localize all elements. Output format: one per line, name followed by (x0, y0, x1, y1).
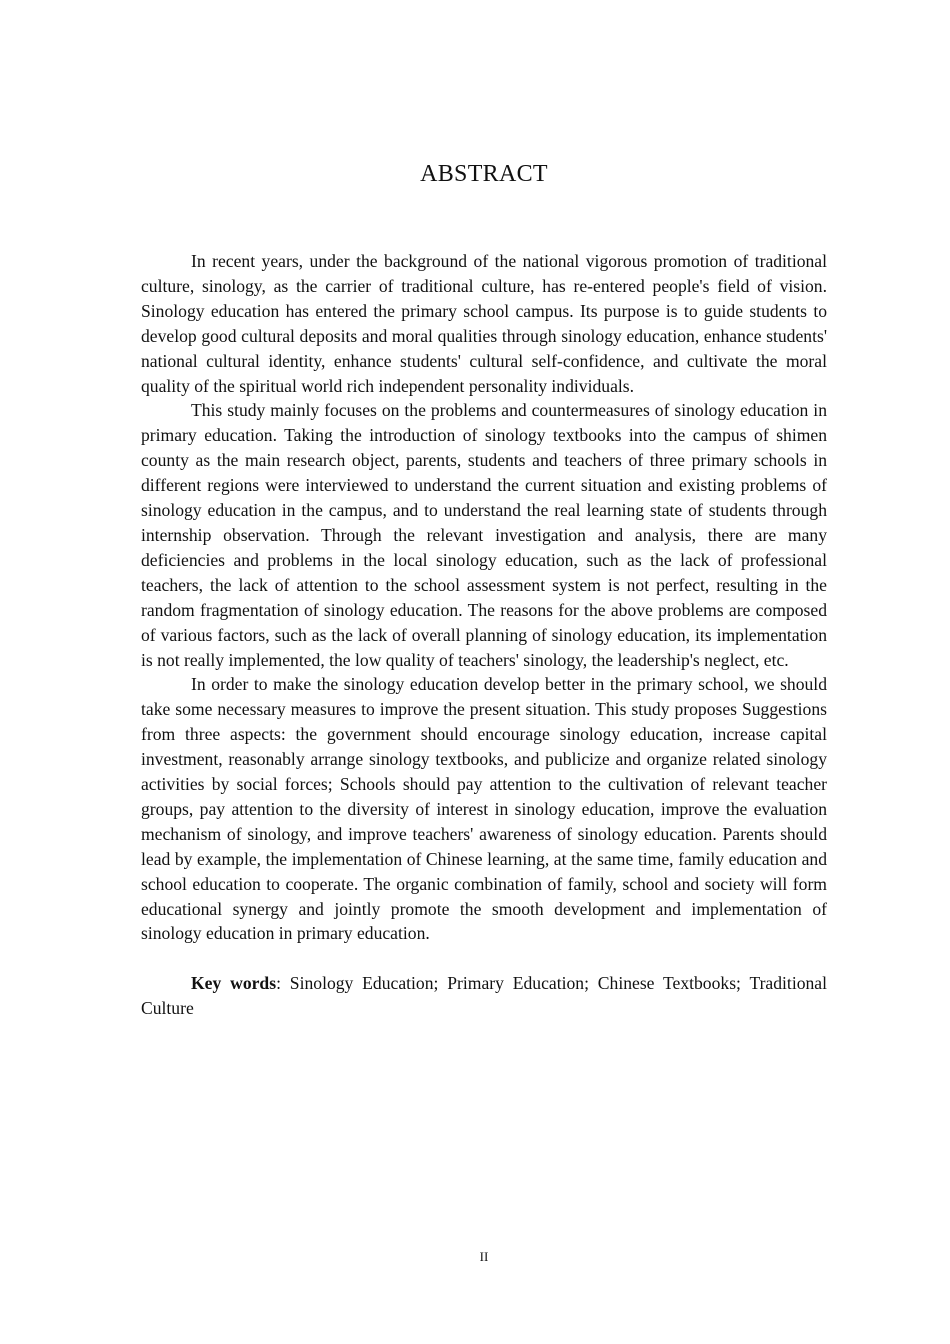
page-number: II (479, 1249, 489, 1264)
abstract-paragraph-3: In order to make the sinology education develop better in the primary school, we should take some necessary measures to improve the present situation. This study proposes Suggestions from three aspects: the government should encourage sinology education, increase capital investment, reasonably arrange sinology textbooks, and publicize and organize related sinology activities by social forces; Schools should pay attention to the cultivation of relevant teacher groups, pay attention to the diversity of interest in sinology education, improve the evaluation mechanism of sinology, and improve teachers' awareness of sinology education. Parents should lead by example, the implementation of Chinese learning, at the same time, family education and school education to cooperate. The organic combination of family, school and society will form educational synergy and jointly promote the smooth development and implementation of sinology education in primary education. (141, 674, 827, 944)
keywords-label: Key words (191, 973, 277, 994)
keywords-line (141, 971, 827, 1021)
abstract-title: ABSTRACT (420, 161, 548, 187)
abstract-body (141, 249, 827, 1021)
keywords-text: Sinology Education; Primary Education; Chinese Textbooks; Traditional Culture (141, 973, 827, 1019)
abstract-paragraph-1: In recent years, under the background of the national vigorous promotion of traditional culture, sinology, as the carrier of traditional culture, has re-entered people's field of vision. Sinology education has entered the primary school campus. Its purpose is to guide students to develop good cultural deposits and moral qualities through sinology education, enhance students' national cultural identity, enhance students' cultural self-confidence, and cultivate the moral quality of the spiritual world rich independent personality individuals. (141, 251, 827, 396)
keywords-separator: : (276, 973, 281, 994)
abstract-paragraph-2: This study mainly focuses on the problems and countermeasures of sinology education in primary education. Taking the introduction of sinology textbooks into the campus of shimen county as the main research object, parents, students and teachers of three primary schools in different regions were interviewed to understand the current situation and existing problems of sinology education in the campus, and to understand the real learning state of students through internship observation. Through the relevant investigation and analysis, there are many deficiencies and problems in the local sinology education, such as the lack of professional teachers, the lack of attention to the school assessment system is not perfect, resulting in the random fragmentation of sinology education. The reasons for the above problems are composed of various factors, such as the lack of overall planning of sinology education, its implementation is not really implemented, the low quality of teachers' sinology, the leadership's neglect, etc. (141, 400, 827, 670)
